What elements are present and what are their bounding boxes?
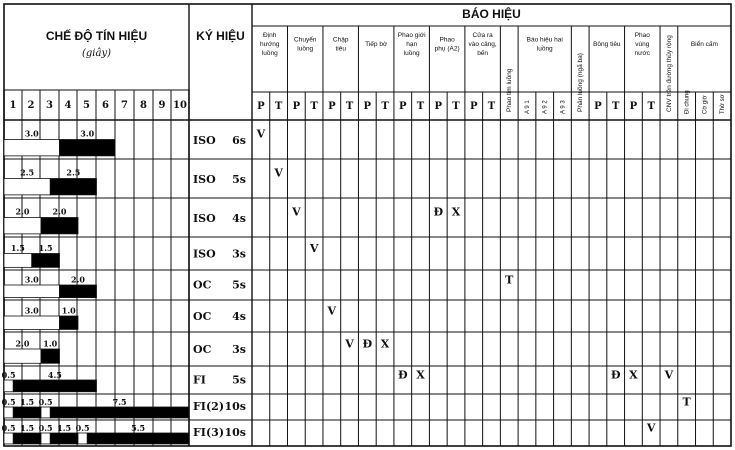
beacon-group-label: luồng xyxy=(297,45,314,53)
second-number: 6 xyxy=(102,100,109,111)
beacon-sub-label: P xyxy=(328,101,336,112)
beacon-sub-label: P xyxy=(257,101,265,112)
signal-symbol: ISO xyxy=(193,173,216,187)
beacon-sub-label: T xyxy=(611,101,620,112)
beacon-group-label: Tiếp bờ xyxy=(365,41,388,48)
beacon-group-label: vùng xyxy=(635,41,650,48)
signal-period: 4s xyxy=(232,212,246,226)
pattern-duration-label: 7.5 xyxy=(112,396,127,407)
light-off-bar xyxy=(41,349,60,363)
light-off-bar xyxy=(60,316,79,329)
second-number: 9 xyxy=(158,100,166,111)
pattern-duration-label: 2.0 xyxy=(52,206,67,217)
beacon-group-label: Phao giới xyxy=(397,32,426,39)
beacon-sub-label-vertical: Cờ giờ xyxy=(702,95,709,114)
light-on-bar xyxy=(4,380,13,392)
beacon-mark: T xyxy=(682,395,691,409)
beacon-group-label: hạn xyxy=(406,41,418,48)
pattern-duration-label: 3.0 xyxy=(24,274,39,285)
signal-symbol: ISO xyxy=(193,247,216,261)
beacon-group-label: phụ (A2) xyxy=(434,45,460,53)
beacon-mark: V xyxy=(345,337,354,351)
beacon-sub-label-vertical: A 9 1 xyxy=(524,100,531,114)
pattern-duration-label: 2.5 xyxy=(20,167,35,178)
pattern-duration-label: 0.5 xyxy=(38,422,53,433)
pattern-duration-label: 2.0 xyxy=(15,206,30,217)
beacon-group-label: hướng xyxy=(260,41,280,48)
beacon-mark: T xyxy=(505,273,514,287)
beacon-title: BÁO HIỆU xyxy=(462,7,521,21)
pattern-duration-label: 4.5 xyxy=(47,369,62,380)
symbol-title: KÝ HIỆU xyxy=(196,29,245,43)
second-number: 7 xyxy=(121,100,128,111)
beacon-group-label: vào cảng, xyxy=(468,41,497,48)
signal-period: 6s xyxy=(232,134,246,148)
beacon-group-label-vertical: Phao tim luồng xyxy=(506,68,514,112)
light-on-bar xyxy=(4,140,60,156)
beacon-sub-label: T xyxy=(345,101,354,112)
pattern-duration-label: 2.5 xyxy=(66,167,81,178)
beacon-group-label: Báo hiệu hai xyxy=(526,36,563,44)
beacon-group-label: Chuyển xyxy=(294,36,317,44)
beacon-group-label-vertical: Phân luồng (ngã ba) xyxy=(577,53,585,112)
beacon-group-label: Phao xyxy=(634,32,650,39)
second-number: 8 xyxy=(140,100,147,111)
second-number: 10 xyxy=(173,100,187,111)
beacon-mark: Đ xyxy=(433,205,444,219)
pattern-duration-label: 3.0 xyxy=(24,305,39,316)
pattern-duration-label: 1.5 xyxy=(38,242,53,253)
beacon-sub-label-vertical: Đi chung xyxy=(684,90,691,114)
beacon-group-label: Định xyxy=(263,32,277,39)
beacon-sub-label: T xyxy=(416,101,425,112)
beacon-mark: V xyxy=(274,166,283,180)
second-number: 3 xyxy=(46,100,53,111)
pattern-duration-label: 2.0 xyxy=(71,274,85,285)
light-on-bar xyxy=(4,349,41,363)
beacon-sub-label: P xyxy=(434,101,443,112)
light-on-bar xyxy=(4,285,60,298)
pattern-duration-label: 0.5 xyxy=(75,422,90,433)
pattern-duration-label: 0.5 xyxy=(1,422,16,433)
signal-symbol: FI xyxy=(193,373,206,387)
signal-mode-title: CHẾ ĐỘ TÍN HIỆU xyxy=(45,29,148,43)
beacon-sub-label: T xyxy=(274,101,283,112)
light-on-bar xyxy=(4,316,60,329)
light-off-bar xyxy=(87,433,189,444)
beacon-sub-label: T xyxy=(381,101,389,112)
signal-symbol: ISO xyxy=(193,212,216,226)
pattern-duration-label: 0.5 xyxy=(1,369,16,380)
light-on-bar xyxy=(4,254,32,268)
light-on-bar xyxy=(4,218,41,234)
pattern-duration-label: 2.0 xyxy=(15,338,30,349)
signal-period: 3s xyxy=(232,247,246,261)
pattern-duration-label: 0.5 xyxy=(38,396,53,407)
pattern-duration-label: 1.5 xyxy=(20,396,35,407)
signal-period: 5s xyxy=(232,278,246,292)
pattern-duration-label: 5.5 xyxy=(131,422,146,433)
pattern-duration-label: 1.0 xyxy=(43,338,58,349)
beacon-sub-label: P xyxy=(292,101,301,112)
beacon-group-label: Bông tiêu xyxy=(593,41,621,48)
light-off-bar xyxy=(60,140,116,156)
beacon-group-label: nước xyxy=(634,50,651,57)
pattern-duration-label: 1.0 xyxy=(61,305,76,316)
beacon-group-label: Biển cấm xyxy=(690,41,718,48)
second-number: 2 xyxy=(27,100,35,111)
light-off-bar xyxy=(50,433,78,444)
beacon-sub-label: T xyxy=(647,101,655,112)
beacon-mark: V xyxy=(664,368,674,382)
signal-period: 10s xyxy=(224,426,246,440)
signal-symbol: FI(2) xyxy=(193,400,225,414)
beacon-sub-label: T xyxy=(452,101,460,112)
beacon-group-label: tiêu xyxy=(335,45,346,53)
signal-period: 10s xyxy=(224,400,246,414)
beacon-mark: Đ xyxy=(362,337,373,351)
signal-symbol: OC xyxy=(193,309,212,323)
beacon-group-label: bến xyxy=(477,50,489,57)
signal-period: 5s xyxy=(232,173,246,187)
beacon-group-label: luồng xyxy=(261,50,278,57)
pattern-duration-label: 3.0 xyxy=(80,128,95,139)
beacon-mark: X xyxy=(416,368,425,382)
light-on-bar xyxy=(78,433,87,444)
beacon-sub-label-vertical: A 9 3 xyxy=(560,100,567,114)
beacon-mark: V xyxy=(309,241,319,255)
beacon-group-label: Chập xyxy=(332,36,349,44)
signal-symbol: ISO xyxy=(193,134,216,148)
light-off-bar xyxy=(13,380,96,392)
signal-period: 5s xyxy=(232,373,246,387)
second-number: 4 xyxy=(64,100,72,111)
beacon-sub-label-vertical: A 9 2 xyxy=(542,100,549,114)
light-off-bar xyxy=(50,407,189,418)
beacon-sub-label: P xyxy=(629,101,638,112)
light-off-bar xyxy=(13,433,41,444)
beacon-sub-label: P xyxy=(469,101,478,112)
pattern-duration-label: 1.5 xyxy=(57,422,72,433)
light-off-bar xyxy=(60,285,97,298)
beacon-mark: Đ xyxy=(397,368,408,382)
beacon-group-label: luồng xyxy=(403,50,420,57)
beacon-sub-label-vertical: Thờ sơ xyxy=(720,94,727,114)
beacon-mark: V xyxy=(327,304,337,318)
beacon-mark: V xyxy=(292,205,301,219)
signal-mode-unit: (giây) xyxy=(81,48,112,59)
beacon-mark: X xyxy=(451,205,461,219)
light-off-bar xyxy=(13,407,41,418)
light-off-bar xyxy=(32,254,60,268)
beacon-group-label-vertical: CNV trên đường thủy rộng xyxy=(665,35,673,112)
light-on-bar xyxy=(4,179,50,195)
beacon-mark: V xyxy=(256,127,266,141)
beacon-sub-label: T xyxy=(487,101,496,112)
beacon-mark: V xyxy=(646,421,656,435)
light-off-bar xyxy=(41,218,78,234)
light-on-bar xyxy=(4,433,13,444)
beacon-sub-label: T xyxy=(310,101,318,112)
pattern-duration-label: 0.5 xyxy=(1,396,16,407)
beacon-sub-label: P xyxy=(399,101,407,112)
pattern-duration-label: 3.0 xyxy=(24,128,39,139)
table-border xyxy=(1,4,731,446)
beacon-sub-label: P xyxy=(363,101,372,112)
signal-symbol: OC xyxy=(193,278,212,292)
signal-period: 3s xyxy=(232,343,246,357)
light-on-bar xyxy=(41,407,50,418)
light-off-bar xyxy=(50,179,96,195)
signal-symbol: FI(3) xyxy=(193,426,225,440)
pattern-duration-label: 1.5 xyxy=(10,242,25,253)
pattern-duration-label: 1.5 xyxy=(20,422,35,433)
beacon-group-label: Cửa ra xyxy=(472,32,493,39)
beacon-mark: X xyxy=(380,337,390,351)
light-on-bar xyxy=(41,433,50,444)
beacon-mark: Đ xyxy=(610,368,621,382)
beacon-group-label: Phao xyxy=(439,36,455,44)
second-number: 1 xyxy=(9,100,17,111)
beacon-mark: X xyxy=(629,368,638,382)
signal-period: 4s xyxy=(232,309,246,323)
second-number: 5 xyxy=(83,100,90,111)
beacon-group-label: luồng xyxy=(536,45,553,53)
signal-symbol: OC xyxy=(193,343,212,357)
beacon-sub-label: P xyxy=(594,101,602,112)
light-on-bar xyxy=(4,407,13,418)
